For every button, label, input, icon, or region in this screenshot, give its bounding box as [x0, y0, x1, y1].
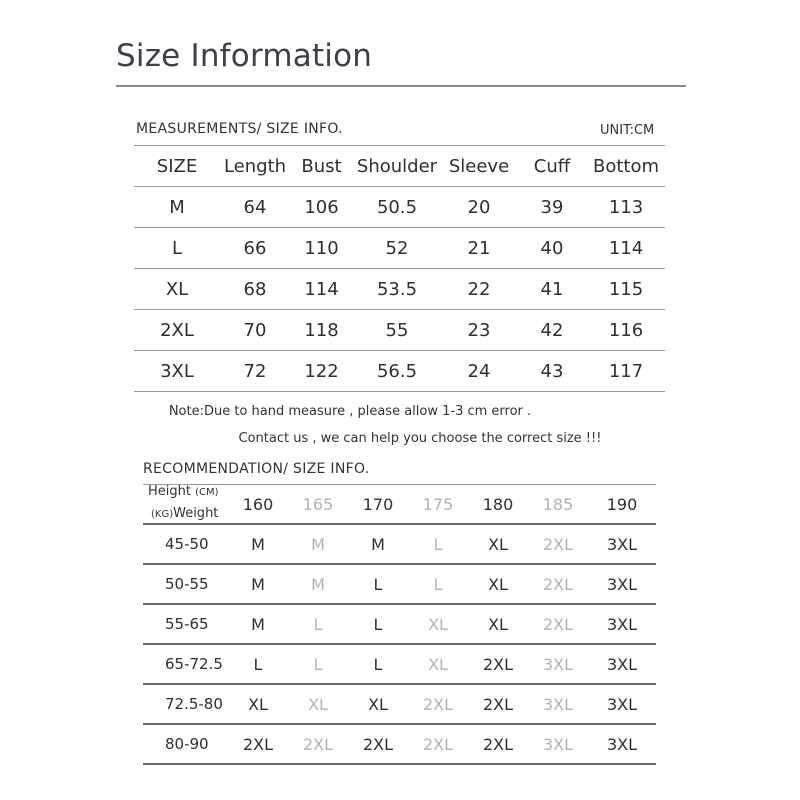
page-title: Size Information: [116, 38, 373, 74]
recommended-size-cell: L: [408, 524, 468, 564]
recommended-size-cell: L: [348, 604, 408, 644]
table-row: [143, 644, 656, 684]
recommended-size-cell: L: [288, 644, 348, 684]
measurement-cell: 116: [587, 310, 665, 351]
measurement-cell: 115: [587, 269, 665, 310]
recommended-size-cell: 2XL: [468, 724, 528, 764]
column-header: Length: [220, 146, 290, 187]
measurement-cell: 55: [353, 310, 441, 351]
measurement-cell: 114: [587, 228, 665, 269]
measurement-cell: 64: [220, 187, 290, 228]
measurement-cell: 42: [517, 310, 587, 351]
recommended-size-cell: 3XL: [588, 564, 656, 604]
recommendation-header-row: [143, 485, 656, 524]
recommendation-table: [143, 485, 656, 765]
measurement-cell: 110: [290, 228, 353, 269]
recommended-size-cell: M: [228, 604, 288, 644]
recommendation-heading: RECOMMENDATION/ SIZE INFO.: [143, 461, 370, 477]
unit-label: UNIT:CM: [600, 123, 655, 138]
recommended-size-cell: L: [348, 564, 408, 604]
column-header: SIZE: [134, 146, 220, 187]
weight-range-cell: 55-65: [143, 604, 228, 644]
weight-axis-label: (KG)Weight: [151, 506, 219, 521]
measurement-cell: 117: [587, 351, 665, 392]
recommended-size-cell: L: [408, 564, 468, 604]
recommended-size-cell: XL: [408, 604, 468, 644]
height-header: 190: [588, 485, 656, 524]
note-hand-measure: Note:Due to hand measure , please allow 1-3 cm error .: [168, 404, 532, 419]
recommended-size-cell: 3XL: [588, 644, 656, 684]
measurements-heading: MEASUREMENTS/ SIZE INFO.: [136, 121, 343, 137]
weight-range-cell: 80-90: [143, 724, 228, 764]
measurement-cell: 68: [220, 269, 290, 310]
recommended-size-cell: XL: [408, 644, 468, 684]
measurement-cell: 106: [290, 187, 353, 228]
recommended-size-cell: XL: [288, 684, 348, 724]
note-contact: Contact us , we can help you choose the correct size !!!: [238, 431, 602, 446]
measurement-cell: 52: [353, 228, 441, 269]
weight-range-cell: 72.5-80: [143, 684, 228, 724]
recommended-size-cell: XL: [468, 524, 528, 564]
measurements-table: [134, 146, 665, 392]
recommended-size-cell: 3XL: [588, 684, 656, 724]
recommended-size-cell: 3XL: [528, 724, 588, 764]
recommended-size-cell: 3XL: [588, 724, 656, 764]
measurement-cell: 53.5: [353, 269, 441, 310]
recommended-size-cell: M: [228, 564, 288, 604]
recommended-size-cell: L: [228, 644, 288, 684]
weight-range-cell: 65-72.5: [143, 644, 228, 684]
title-divider: [116, 85, 686, 87]
table-row: [143, 724, 656, 764]
recommended-size-cell: 2XL: [468, 644, 528, 684]
recommended-size-cell: 3XL: [588, 524, 656, 564]
measurement-cell: 24: [441, 351, 517, 392]
height-axis-label: Height (CM): [148, 484, 219, 499]
recommended-size-cell: M: [288, 524, 348, 564]
recommended-size-cell: 2XL: [288, 724, 348, 764]
table-row: [134, 228, 665, 269]
measurement-cell: 22: [441, 269, 517, 310]
column-header: Bottom: [587, 146, 665, 187]
height-header: 185: [528, 485, 588, 524]
recommended-size-cell: M: [288, 564, 348, 604]
recommended-size-cell: 2XL: [528, 604, 588, 644]
recommended-size-cell: XL: [468, 604, 528, 644]
recommended-size-cell: XL: [228, 684, 288, 724]
measurement-cell: 122: [290, 351, 353, 392]
table-row: [134, 351, 665, 392]
size-cell: 3XL: [134, 351, 220, 392]
table-row: [143, 604, 656, 644]
column-header: Sleeve: [441, 146, 517, 187]
recommended-size-cell: M: [348, 524, 408, 564]
column-header: Cuff: [517, 146, 587, 187]
size-cell: 2XL: [134, 310, 220, 351]
measurement-cell: 20: [441, 187, 517, 228]
recommended-size-cell: M: [228, 524, 288, 564]
measurement-cell: 114: [290, 269, 353, 310]
height-header: 175: [408, 485, 468, 524]
recommended-size-cell: XL: [468, 564, 528, 604]
recommended-size-cell: 2XL: [468, 684, 528, 724]
recommended-size-cell: 2XL: [528, 564, 588, 604]
recommended-size-cell: L: [348, 644, 408, 684]
measurement-cell: 41: [517, 269, 587, 310]
weight-range-cell: 50-55: [143, 564, 228, 604]
measurement-cell: 56.5: [353, 351, 441, 392]
measurement-cell: 40: [517, 228, 587, 269]
table-row: [134, 269, 665, 310]
size-cell: XL: [134, 269, 220, 310]
recommended-size-cell: 2XL: [528, 524, 588, 564]
table-row: [134, 310, 665, 351]
measurement-cell: 21: [441, 228, 517, 269]
measurement-cell: 66: [220, 228, 290, 269]
measurement-cell: 39: [517, 187, 587, 228]
column-header: Bust: [290, 146, 353, 187]
height-header: 160: [228, 485, 288, 524]
recommended-size-cell: 2XL: [408, 724, 468, 764]
column-header: Shoulder: [353, 146, 441, 187]
measurement-cell: 50.5: [353, 187, 441, 228]
recommended-size-cell: 2XL: [228, 724, 288, 764]
recommended-size-cell: 3XL: [528, 684, 588, 724]
measurements-header-row: [134, 146, 665, 187]
table-row: [143, 684, 656, 724]
recommended-size-cell: 3XL: [528, 644, 588, 684]
measurement-cell: 43: [517, 351, 587, 392]
size-cell: M: [134, 187, 220, 228]
table-row: [143, 524, 656, 564]
recommended-size-cell: 2XL: [408, 684, 468, 724]
measurement-cell: 113: [587, 187, 665, 228]
size-cell: L: [134, 228, 220, 269]
recommended-size-cell: 2XL: [348, 724, 408, 764]
measurement-cell: 70: [220, 310, 290, 351]
height-header: 170: [348, 485, 408, 524]
measurement-cell: 23: [441, 310, 517, 351]
recommended-size-cell: 3XL: [588, 604, 656, 644]
table-row: [134, 187, 665, 228]
measurement-cell: 72: [220, 351, 290, 392]
table-row: [143, 564, 656, 604]
height-weight-corner: [143, 485, 228, 524]
weight-range-cell: 45-50: [143, 524, 228, 564]
measurement-cell: 118: [290, 310, 353, 351]
recommended-size-cell: XL: [348, 684, 408, 724]
height-header: 165: [288, 485, 348, 524]
height-header: 180: [468, 485, 528, 524]
recommended-size-cell: L: [288, 604, 348, 644]
